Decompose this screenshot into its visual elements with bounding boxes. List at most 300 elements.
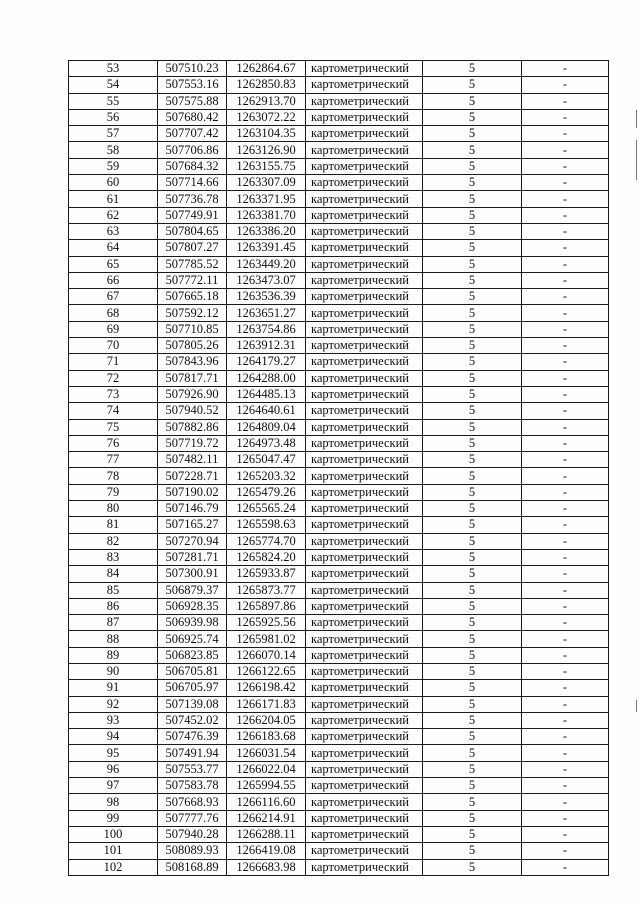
x-coordinate-cell: 507749.91 xyxy=(158,207,227,223)
accuracy-cell: 5 xyxy=(423,680,522,696)
accuracy-cell: 5 xyxy=(423,696,522,712)
y-coordinate-cell: 1266419.08 xyxy=(227,843,306,859)
note-cell: - xyxy=(522,517,609,533)
y-coordinate-cell: 1263371.95 xyxy=(227,191,306,207)
method-cell: картометрический xyxy=(306,778,423,794)
note-cell: - xyxy=(522,435,609,451)
table-row xyxy=(69,549,609,565)
point-number-cell: 62 xyxy=(69,207,158,223)
x-coordinate-cell: 507270.94 xyxy=(158,533,227,549)
x-coordinate-cell: 507926.90 xyxy=(158,386,227,402)
accuracy-cell: 5 xyxy=(423,305,522,321)
point-number-cell: 89 xyxy=(69,647,158,663)
x-coordinate-cell: 507736.78 xyxy=(158,191,227,207)
y-coordinate-cell: 1265925.56 xyxy=(227,615,306,631)
method-cell: картометрический xyxy=(306,566,423,582)
point-number-cell: 67 xyxy=(69,289,158,305)
table-row xyxy=(69,745,609,761)
y-coordinate-cell: 1266031.54 xyxy=(227,745,306,761)
point-number-cell: 75 xyxy=(69,419,158,435)
accuracy-cell: 5 xyxy=(423,729,522,745)
table-row xyxy=(69,582,609,598)
note-cell: - xyxy=(522,484,609,500)
table-row xyxy=(69,615,609,631)
point-number-cell: 60 xyxy=(69,175,158,191)
x-coordinate-cell: 507491.94 xyxy=(158,745,227,761)
accuracy-cell: 5 xyxy=(423,272,522,288)
method-cell: картометрический xyxy=(306,419,423,435)
table-row xyxy=(69,696,609,712)
note-cell: - xyxy=(522,615,609,631)
x-coordinate-cell: 507190.02 xyxy=(158,484,227,500)
table-row xyxy=(69,794,609,810)
note-cell: - xyxy=(522,256,609,272)
point-number-cell: 91 xyxy=(69,680,158,696)
note-cell: - xyxy=(522,93,609,109)
method-cell: картометрический xyxy=(306,370,423,386)
x-coordinate-cell: 508168.89 xyxy=(158,859,227,875)
point-number-cell: 94 xyxy=(69,729,158,745)
accuracy-cell: 5 xyxy=(423,77,522,93)
method-cell: картометрический xyxy=(306,207,423,223)
accuracy-cell: 5 xyxy=(423,175,522,191)
y-coordinate-cell: 1266214.91 xyxy=(227,810,306,826)
accuracy-cell: 5 xyxy=(423,826,522,842)
note-cell: - xyxy=(522,663,609,679)
x-coordinate-cell: 507710.85 xyxy=(158,321,227,337)
accuracy-cell: 5 xyxy=(423,778,522,794)
x-coordinate-cell: 506879.37 xyxy=(158,582,227,598)
y-coordinate-cell: 1263072.22 xyxy=(227,109,306,125)
table-row xyxy=(69,729,609,745)
method-cell: картометрический xyxy=(306,321,423,337)
y-coordinate-cell: 1266183.68 xyxy=(227,729,306,745)
x-coordinate-cell: 507882.86 xyxy=(158,419,227,435)
method-cell: картометрический xyxy=(306,77,423,93)
x-coordinate-cell: 507719.72 xyxy=(158,435,227,451)
note-cell: - xyxy=(522,794,609,810)
table-row xyxy=(69,77,609,93)
x-coordinate-cell: 507583.78 xyxy=(158,778,227,794)
method-cell: картометрический xyxy=(306,680,423,696)
point-number-cell: 82 xyxy=(69,533,158,549)
method-cell: картометрический xyxy=(306,810,423,826)
x-coordinate-cell: 507300.91 xyxy=(158,566,227,582)
method-cell: картометрический xyxy=(306,223,423,239)
x-coordinate-cell: 507452.02 xyxy=(158,712,227,728)
point-number-cell: 100 xyxy=(69,826,158,842)
method-cell: картометрический xyxy=(306,549,423,565)
x-coordinate-cell: 507668.93 xyxy=(158,794,227,810)
method-cell: картометрический xyxy=(306,354,423,370)
y-coordinate-cell: 1265598.63 xyxy=(227,517,306,533)
x-coordinate-cell: 507592.12 xyxy=(158,305,227,321)
y-coordinate-cell: 1263381.70 xyxy=(227,207,306,223)
accuracy-cell: 5 xyxy=(423,501,522,517)
accuracy-cell: 5 xyxy=(423,321,522,337)
note-cell: - xyxy=(522,354,609,370)
y-coordinate-cell: 1265047.47 xyxy=(227,452,306,468)
point-number-cell: 59 xyxy=(69,158,158,174)
point-number-cell: 54 xyxy=(69,77,158,93)
x-coordinate-cell: 507805.26 xyxy=(158,338,227,354)
table-row xyxy=(69,517,609,533)
note-cell: - xyxy=(522,191,609,207)
accuracy-cell: 5 xyxy=(423,647,522,663)
accuracy-cell: 5 xyxy=(423,517,522,533)
note-cell: - xyxy=(522,321,609,337)
table-row xyxy=(69,631,609,647)
point-number-cell: 73 xyxy=(69,386,158,402)
y-coordinate-cell: 1266070.14 xyxy=(227,647,306,663)
y-coordinate-cell: 1265565.24 xyxy=(227,501,306,517)
accuracy-cell: 5 xyxy=(423,598,522,614)
x-coordinate-cell: 507476.39 xyxy=(158,729,227,745)
method-cell: картометрический xyxy=(306,158,423,174)
table-row xyxy=(69,272,609,288)
point-number-cell: 88 xyxy=(69,631,158,647)
x-coordinate-cell: 506939.98 xyxy=(158,615,227,631)
y-coordinate-cell: 1266204.05 xyxy=(227,712,306,728)
y-coordinate-cell: 1264288.00 xyxy=(227,370,306,386)
coordinates-table xyxy=(68,60,609,876)
method-cell: картометрический xyxy=(306,305,423,321)
note-cell: - xyxy=(522,761,609,777)
accuracy-cell: 5 xyxy=(423,810,522,826)
note-cell: - xyxy=(522,566,609,582)
y-coordinate-cell: 1263536.39 xyxy=(227,289,306,305)
scan-edge-mark xyxy=(636,700,637,712)
point-number-cell: 65 xyxy=(69,256,158,272)
table-row xyxy=(69,338,609,354)
y-coordinate-cell: 1265981.02 xyxy=(227,631,306,647)
x-coordinate-cell: 506705.97 xyxy=(158,680,227,696)
note-cell: - xyxy=(522,826,609,842)
y-coordinate-cell: 1263104.35 xyxy=(227,126,306,142)
point-number-cell: 76 xyxy=(69,435,158,451)
note-cell: - xyxy=(522,207,609,223)
note-cell: - xyxy=(522,403,609,419)
x-coordinate-cell: 507146.79 xyxy=(158,501,227,517)
point-number-cell: 68 xyxy=(69,305,158,321)
table-row xyxy=(69,93,609,109)
y-coordinate-cell: 1263126.90 xyxy=(227,142,306,158)
point-number-cell: 85 xyxy=(69,582,158,598)
accuracy-cell: 5 xyxy=(423,843,522,859)
accuracy-cell: 5 xyxy=(423,712,522,728)
note-cell: - xyxy=(522,419,609,435)
y-coordinate-cell: 1266198.42 xyxy=(227,680,306,696)
x-coordinate-cell: 507575.88 xyxy=(158,93,227,109)
point-number-cell: 72 xyxy=(69,370,158,386)
method-cell: картометрический xyxy=(306,843,423,859)
y-coordinate-cell: 1263473.07 xyxy=(227,272,306,288)
method-cell: картометрический xyxy=(306,386,423,402)
table-row xyxy=(69,598,609,614)
x-coordinate-cell: 507553.77 xyxy=(158,761,227,777)
y-coordinate-cell: 1263651.27 xyxy=(227,305,306,321)
accuracy-cell: 5 xyxy=(423,794,522,810)
y-coordinate-cell: 1264640.61 xyxy=(227,403,306,419)
method-cell: картометрический xyxy=(306,663,423,679)
accuracy-cell: 5 xyxy=(423,223,522,239)
accuracy-cell: 5 xyxy=(423,403,522,419)
x-coordinate-cell: 507804.65 xyxy=(158,223,227,239)
y-coordinate-cell: 1264179.27 xyxy=(227,354,306,370)
table-row xyxy=(69,61,609,77)
note-cell: - xyxy=(522,501,609,517)
table-row xyxy=(69,142,609,158)
point-number-cell: 98 xyxy=(69,794,158,810)
accuracy-cell: 5 xyxy=(423,61,522,77)
y-coordinate-cell: 1266122.65 xyxy=(227,663,306,679)
method-cell: картометрический xyxy=(306,289,423,305)
table-row xyxy=(69,435,609,451)
table-row xyxy=(69,223,609,239)
method-cell: картометрический xyxy=(306,435,423,451)
note-cell: - xyxy=(522,370,609,386)
method-cell: картометрический xyxy=(306,729,423,745)
table-row xyxy=(69,452,609,468)
y-coordinate-cell: 1262913.70 xyxy=(227,93,306,109)
method-cell: картометрический xyxy=(306,452,423,468)
method-cell: картометрический xyxy=(306,647,423,663)
y-coordinate-cell: 1266288.11 xyxy=(227,826,306,842)
method-cell: картометрический xyxy=(306,501,423,517)
y-coordinate-cell: 1266022.04 xyxy=(227,761,306,777)
method-cell: картометрический xyxy=(306,826,423,842)
point-number-cell: 96 xyxy=(69,761,158,777)
y-coordinate-cell: 1263307.09 xyxy=(227,175,306,191)
point-number-cell: 92 xyxy=(69,696,158,712)
method-cell: картометрический xyxy=(306,859,423,875)
scan-edge-mark xyxy=(636,110,637,128)
accuracy-cell: 5 xyxy=(423,386,522,402)
y-coordinate-cell: 1263155.75 xyxy=(227,158,306,174)
point-number-cell: 57 xyxy=(69,126,158,142)
table-row xyxy=(69,289,609,305)
note-cell: - xyxy=(522,582,609,598)
x-coordinate-cell: 507843.96 xyxy=(158,354,227,370)
method-cell: картометрический xyxy=(306,272,423,288)
point-number-cell: 71 xyxy=(69,354,158,370)
x-coordinate-cell: 506928.35 xyxy=(158,598,227,614)
y-coordinate-cell: 1262864.67 xyxy=(227,61,306,77)
x-coordinate-cell: 507785.52 xyxy=(158,256,227,272)
note-cell: - xyxy=(522,533,609,549)
y-coordinate-cell: 1265203.32 xyxy=(227,468,306,484)
note-cell: - xyxy=(522,598,609,614)
y-coordinate-cell: 1265479.26 xyxy=(227,484,306,500)
table-row xyxy=(69,321,609,337)
accuracy-cell: 5 xyxy=(423,109,522,125)
table-row xyxy=(69,663,609,679)
table-row xyxy=(69,810,609,826)
accuracy-cell: 5 xyxy=(423,435,522,451)
accuracy-cell: 5 xyxy=(423,191,522,207)
note-cell: - xyxy=(522,778,609,794)
point-number-cell: 81 xyxy=(69,517,158,533)
note-cell: - xyxy=(522,745,609,761)
x-coordinate-cell: 507817.71 xyxy=(158,370,227,386)
x-coordinate-cell: 507940.28 xyxy=(158,826,227,842)
accuracy-cell: 5 xyxy=(423,484,522,500)
table-row xyxy=(69,240,609,256)
point-number-cell: 53 xyxy=(69,61,158,77)
table-row xyxy=(69,386,609,402)
method-cell: картометрический xyxy=(306,175,423,191)
note-cell: - xyxy=(522,272,609,288)
note-cell: - xyxy=(522,109,609,125)
accuracy-cell: 5 xyxy=(423,256,522,272)
table-row xyxy=(69,370,609,386)
point-number-cell: 61 xyxy=(69,191,158,207)
x-coordinate-cell: 507707.42 xyxy=(158,126,227,142)
point-number-cell: 99 xyxy=(69,810,158,826)
table-row xyxy=(69,647,609,663)
y-coordinate-cell: 1263449.20 xyxy=(227,256,306,272)
method-cell: картометрический xyxy=(306,533,423,549)
method-cell: картометрический xyxy=(306,93,423,109)
method-cell: картометрический xyxy=(306,615,423,631)
method-cell: картометрический xyxy=(306,631,423,647)
table-row xyxy=(69,158,609,174)
table-row xyxy=(69,126,609,142)
accuracy-cell: 5 xyxy=(423,631,522,647)
method-cell: картометрический xyxy=(306,517,423,533)
accuracy-cell: 5 xyxy=(423,761,522,777)
note-cell: - xyxy=(522,631,609,647)
method-cell: картометрический xyxy=(306,142,423,158)
x-coordinate-cell: 507777.76 xyxy=(158,810,227,826)
x-coordinate-cell: 506705.81 xyxy=(158,663,227,679)
note-cell: - xyxy=(522,452,609,468)
table-row xyxy=(69,859,609,875)
y-coordinate-cell: 1264973.48 xyxy=(227,435,306,451)
point-number-cell: 70 xyxy=(69,338,158,354)
point-number-cell: 102 xyxy=(69,859,158,875)
note-cell: - xyxy=(522,696,609,712)
x-coordinate-cell: 507680.42 xyxy=(158,109,227,125)
point-number-cell: 79 xyxy=(69,484,158,500)
table-row xyxy=(69,354,609,370)
accuracy-cell: 5 xyxy=(423,549,522,565)
point-number-cell: 86 xyxy=(69,598,158,614)
note-cell: - xyxy=(522,712,609,728)
y-coordinate-cell: 1263391.45 xyxy=(227,240,306,256)
point-number-cell: 74 xyxy=(69,403,158,419)
point-number-cell: 58 xyxy=(69,142,158,158)
y-coordinate-cell: 1265873.77 xyxy=(227,582,306,598)
method-cell: картометрический xyxy=(306,191,423,207)
y-coordinate-cell: 1266116.60 xyxy=(227,794,306,810)
table-row xyxy=(69,712,609,728)
accuracy-cell: 5 xyxy=(423,745,522,761)
note-cell: - xyxy=(522,142,609,158)
point-number-cell: 90 xyxy=(69,663,158,679)
x-coordinate-cell: 508089.93 xyxy=(158,843,227,859)
accuracy-cell: 5 xyxy=(423,468,522,484)
accuracy-cell: 5 xyxy=(423,452,522,468)
point-number-cell: 63 xyxy=(69,223,158,239)
note-cell: - xyxy=(522,240,609,256)
x-coordinate-cell: 507807.27 xyxy=(158,240,227,256)
method-cell: картометрический xyxy=(306,745,423,761)
y-coordinate-cell: 1263754.86 xyxy=(227,321,306,337)
method-cell: картометрический xyxy=(306,468,423,484)
table-row xyxy=(69,566,609,582)
table-row xyxy=(69,484,609,500)
x-coordinate-cell: 507228.71 xyxy=(158,468,227,484)
table-row xyxy=(69,175,609,191)
point-number-cell: 77 xyxy=(69,452,158,468)
accuracy-cell: 5 xyxy=(423,126,522,142)
accuracy-cell: 5 xyxy=(423,289,522,305)
x-coordinate-cell: 506925.74 xyxy=(158,631,227,647)
point-number-cell: 64 xyxy=(69,240,158,256)
method-cell: картометрический xyxy=(306,61,423,77)
accuracy-cell: 5 xyxy=(423,859,522,875)
method-cell: картометрический xyxy=(306,598,423,614)
note-cell: - xyxy=(522,77,609,93)
x-coordinate-cell: 507482.11 xyxy=(158,452,227,468)
accuracy-cell: 5 xyxy=(423,566,522,582)
point-number-cell: 83 xyxy=(69,549,158,565)
note-cell: - xyxy=(522,680,609,696)
note-cell: - xyxy=(522,289,609,305)
note-cell: - xyxy=(522,61,609,77)
x-coordinate-cell: 507510.23 xyxy=(158,61,227,77)
y-coordinate-cell: 1263386.20 xyxy=(227,223,306,239)
accuracy-cell: 5 xyxy=(423,338,522,354)
accuracy-cell: 5 xyxy=(423,354,522,370)
point-number-cell: 87 xyxy=(69,615,158,631)
y-coordinate-cell: 1265897.86 xyxy=(227,598,306,614)
accuracy-cell: 5 xyxy=(423,663,522,679)
table-row xyxy=(69,191,609,207)
accuracy-cell: 5 xyxy=(423,419,522,435)
point-number-cell: 66 xyxy=(69,272,158,288)
accuracy-cell: 5 xyxy=(423,533,522,549)
method-cell: картометрический xyxy=(306,109,423,125)
point-number-cell: 69 xyxy=(69,321,158,337)
x-coordinate-cell: 507139.08 xyxy=(158,696,227,712)
table-row xyxy=(69,778,609,794)
point-number-cell: 93 xyxy=(69,712,158,728)
accuracy-cell: 5 xyxy=(423,615,522,631)
x-coordinate-cell: 507714.66 xyxy=(158,175,227,191)
accuracy-cell: 5 xyxy=(423,93,522,109)
y-coordinate-cell: 1265774.70 xyxy=(227,533,306,549)
accuracy-cell: 5 xyxy=(423,207,522,223)
method-cell: картометрический xyxy=(306,126,423,142)
y-coordinate-cell: 1265994.55 xyxy=(227,778,306,794)
y-coordinate-cell: 1264485.13 xyxy=(227,386,306,402)
x-coordinate-cell: 507772.11 xyxy=(158,272,227,288)
note-cell: - xyxy=(522,859,609,875)
x-coordinate-cell: 507553.16 xyxy=(158,77,227,93)
x-coordinate-cell: 507706.86 xyxy=(158,142,227,158)
method-cell: картометрический xyxy=(306,403,423,419)
table-row xyxy=(69,501,609,517)
note-cell: - xyxy=(522,386,609,402)
note-cell: - xyxy=(522,338,609,354)
table-row xyxy=(69,533,609,549)
note-cell: - xyxy=(522,843,609,859)
method-cell: картометрический xyxy=(306,240,423,256)
table-row xyxy=(69,843,609,859)
table-row xyxy=(69,419,609,435)
